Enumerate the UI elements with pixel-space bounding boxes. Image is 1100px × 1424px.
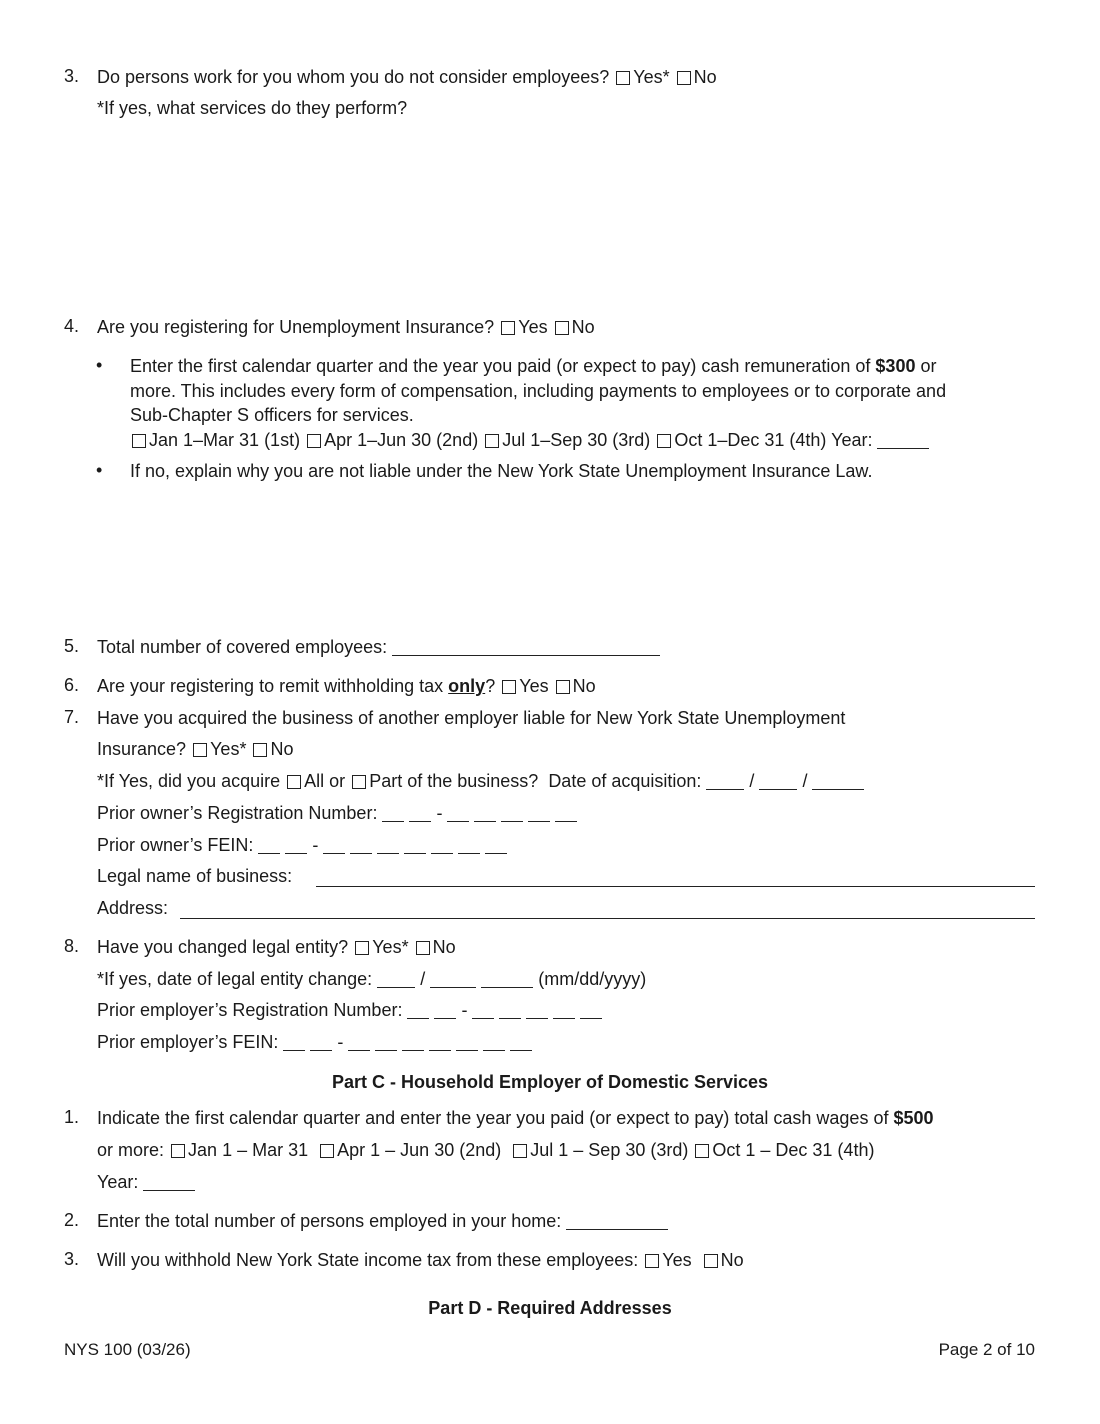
c1-year-label: Year: xyxy=(97,1172,139,1192)
q4-quarter-options xyxy=(130,429,929,451)
c1-amount: $500 xyxy=(893,1108,934,1128)
q7-all-checkbox[interactable] xyxy=(287,775,301,789)
q4-year-label: Year: xyxy=(831,430,873,450)
q7-reg-field[interactable]: - xyxy=(382,803,582,823)
c1-year-line xyxy=(97,1171,195,1193)
c1-o2-checkbox[interactable] xyxy=(320,1144,334,1158)
q3-yes-label: Yes* xyxy=(633,67,670,87)
q4-bullet1-text: Enter the first calendar quarter and the year you paid (or expect to pay) cash remuneration of xyxy=(130,356,876,376)
q5-label: Total number of covered employees: xyxy=(97,637,388,657)
q4-bullet1-line1 xyxy=(130,355,936,377)
q8-date-day[interactable] xyxy=(430,971,476,988)
c3-label: Will you withhold New York State income tax from these employees: xyxy=(97,1250,639,1270)
q4-no-label: No xyxy=(571,317,595,337)
q6-question: Are your registering to remit withholding tax xyxy=(97,676,449,696)
q7-insurance-label: Insurance? xyxy=(97,739,187,759)
q8-reg-line xyxy=(97,999,607,1021)
footer-page-number: Page 2 of 10 xyxy=(938,1340,1035,1359)
q6-emphasis: only xyxy=(448,676,486,696)
q8-fein-line xyxy=(97,1031,537,1053)
q7-reg-label: Prior owner’s Registration Number: xyxy=(97,803,378,823)
q3-number: 3. xyxy=(64,66,80,86)
q6-no-label: No xyxy=(572,676,596,696)
q4-q4-checkbox[interactable] xyxy=(657,434,671,448)
bullet-dot: • xyxy=(96,355,103,375)
q6-question-mark: ? xyxy=(485,676,496,696)
q7-date-day[interactable] xyxy=(759,773,797,790)
q3-question: Do persons work for you whom you do not consider employees? xyxy=(97,67,610,87)
q6-line xyxy=(97,675,596,697)
q4-bullet2: If no, explain why you are not liable under the New York State Unemployment Insurance Law. xyxy=(130,461,873,481)
q7-acquire-line: *If Yes, did you acquire All or Part of the business? Date of acquisition: / / xyxy=(97,770,864,792)
q6-yes-checkbox[interactable] xyxy=(502,680,516,694)
q8-no-label: No xyxy=(432,937,456,957)
q7-part-label: Part of the business? xyxy=(369,771,539,791)
q8-yes-label: Yes* xyxy=(372,937,409,957)
q7-acquire-label: *If Yes, did you acquire xyxy=(97,771,281,791)
q4-q1-checkbox[interactable] xyxy=(132,434,146,448)
q4-q1-label: Jan 1–Mar 31 (1st) xyxy=(149,430,301,450)
q8-yes-checkbox[interactable] xyxy=(355,941,369,955)
q3-line xyxy=(97,66,717,88)
q8-date-line: *If yes, date of legal entity change: / (mm/dd/yyyy) xyxy=(97,969,647,989)
q8-date-year[interactable] xyxy=(481,971,533,988)
q7-fein-line xyxy=(97,834,512,856)
q8-date-month[interactable] xyxy=(377,971,415,988)
q7-reg-line xyxy=(97,802,582,824)
q7-address-label: Address: xyxy=(97,898,169,918)
q3-followup: *If yes, what services do they perform? xyxy=(97,98,408,118)
q8-fein-label: Prior employer’s FEIN: xyxy=(97,1032,279,1052)
q7-yes-label: Yes* xyxy=(210,739,247,759)
c3-yes-checkbox[interactable] xyxy=(645,1254,659,1268)
c1-or-more: or more: xyxy=(97,1140,165,1160)
q4-number: 4. xyxy=(64,316,80,336)
c2-label: Enter the total number of persons employed in your home: xyxy=(97,1211,562,1231)
q3-no-checkbox[interactable] xyxy=(677,71,691,85)
c1-o1-checkbox[interactable] xyxy=(171,1144,185,1158)
q6-yes-label: Yes xyxy=(519,676,549,696)
q7-line1: Have you acquired the business of another employer liable for New York State Unemployment xyxy=(97,708,846,728)
c1-text: Indicate the first calendar quarter and enter the year you paid (or expect to pay) total cash wages of xyxy=(97,1108,894,1128)
c1-o2-label: Apr 1 – Jun 30 (2nd) xyxy=(337,1140,502,1160)
c1-line2 xyxy=(97,1139,874,1161)
c3-yes-label: Yes xyxy=(662,1250,692,1270)
c1-o4-checkbox[interactable] xyxy=(695,1144,709,1158)
q6-number: 6. xyxy=(64,675,80,695)
part-d-heading: Part D - Required Addresses xyxy=(428,1298,672,1318)
q7-yes-checkbox[interactable] xyxy=(193,743,207,757)
q4-yes-checkbox[interactable] xyxy=(501,321,515,335)
bullet-dot: • xyxy=(96,460,103,480)
q7-no-label: No xyxy=(270,739,294,759)
q4-q2-label: Apr 1–Jun 30 (2nd) xyxy=(324,430,479,450)
q3-no-label: No xyxy=(693,67,717,87)
q5-employees-field[interactable] xyxy=(392,639,660,656)
q7-legal-name-field[interactable] xyxy=(316,885,1035,887)
q7-fein-label: Prior owner’s FEIN: xyxy=(97,835,254,855)
q8-no-checkbox[interactable] xyxy=(416,941,430,955)
q3-yes-checkbox[interactable] xyxy=(616,71,630,85)
q8-date-hint: (mm/dd/yyyy) xyxy=(538,969,647,989)
q4-year-field[interactable] xyxy=(877,432,929,449)
q4-q3-label: Jul 1–Sep 30 (3rd) xyxy=(502,430,651,450)
part-c-heading: Part C - Household Employer of Domestic Services xyxy=(331,1072,769,1092)
q7-address-field[interactable] xyxy=(180,917,1035,919)
q4-no-checkbox[interactable] xyxy=(555,321,569,335)
q7-date-label: Date of acquisition: xyxy=(548,771,702,791)
q4-line xyxy=(97,316,595,338)
q8-date-label: *If yes, date of legal entity change: xyxy=(97,969,373,989)
c1-line1 xyxy=(97,1107,934,1129)
q4-amount: $300 xyxy=(875,356,916,376)
c3-line xyxy=(97,1249,744,1271)
q5-line xyxy=(97,636,660,658)
q8-reg-field[interactable]: - xyxy=(407,1000,607,1020)
q7-fein-field[interactable]: - xyxy=(258,835,512,855)
q7-date-year[interactable] xyxy=(812,773,864,790)
q8-line xyxy=(97,936,456,958)
c3-number: 3. xyxy=(64,1249,80,1269)
q8-reg-label: Prior employer’s Registration Number: xyxy=(97,1000,403,1020)
c2-persons-field[interactable] xyxy=(566,1213,668,1230)
q4-question: Are you registering for Unemployment Insurance? xyxy=(97,317,495,337)
q4-bullet1-line3: Sub-Chapter S officers for services. xyxy=(130,405,414,425)
footer-form-id: NYS 100 (03/26) xyxy=(64,1340,191,1359)
q4-q4-label: Oct 1–Dec 31 (4th) xyxy=(674,430,827,450)
c1-o3-label: Jul 1 – Sep 30 (3rd) xyxy=(530,1140,689,1160)
q6-no-checkbox[interactable] xyxy=(556,680,570,694)
q8-fein-field[interactable]: - xyxy=(283,1032,537,1052)
c1-o4-label: Oct 1 – Dec 31 (4th) xyxy=(712,1140,875,1160)
c3-no-label: No xyxy=(720,1250,744,1270)
c1-o3-checkbox[interactable] xyxy=(513,1144,527,1158)
q8-number: 8. xyxy=(64,936,80,956)
q4-yes-label: Yes xyxy=(518,317,548,337)
c2-line xyxy=(97,1210,668,1232)
c1-year-field[interactable] xyxy=(143,1174,195,1191)
q7-number: 7. xyxy=(64,707,80,727)
q4-q2-checkbox[interactable] xyxy=(307,434,321,448)
q7-date-month[interactable] xyxy=(706,773,744,790)
q4-q3-checkbox[interactable] xyxy=(485,434,499,448)
c1-o1-label: Jan 1 – Mar 31 xyxy=(188,1140,309,1160)
c2-number: 2. xyxy=(64,1210,80,1230)
q8-question: Have you changed legal entity? xyxy=(97,937,349,957)
q7-legal-name-label: Legal name of business: xyxy=(97,866,293,886)
q4-bullet1-post: or xyxy=(915,356,937,376)
q7-line2 xyxy=(97,738,293,760)
q7-part-checkbox[interactable] xyxy=(352,775,366,789)
q5-number: 5. xyxy=(64,636,80,656)
q4-bullet1-line2: more. This includes every form of compensation, including payments to employees or to corporate and xyxy=(130,381,947,401)
c1-number: 1. xyxy=(64,1107,80,1127)
c3-no-checkbox[interactable] xyxy=(704,1254,718,1268)
q7-all-label: All or xyxy=(304,771,346,791)
q7-no-checkbox[interactable] xyxy=(253,743,267,757)
